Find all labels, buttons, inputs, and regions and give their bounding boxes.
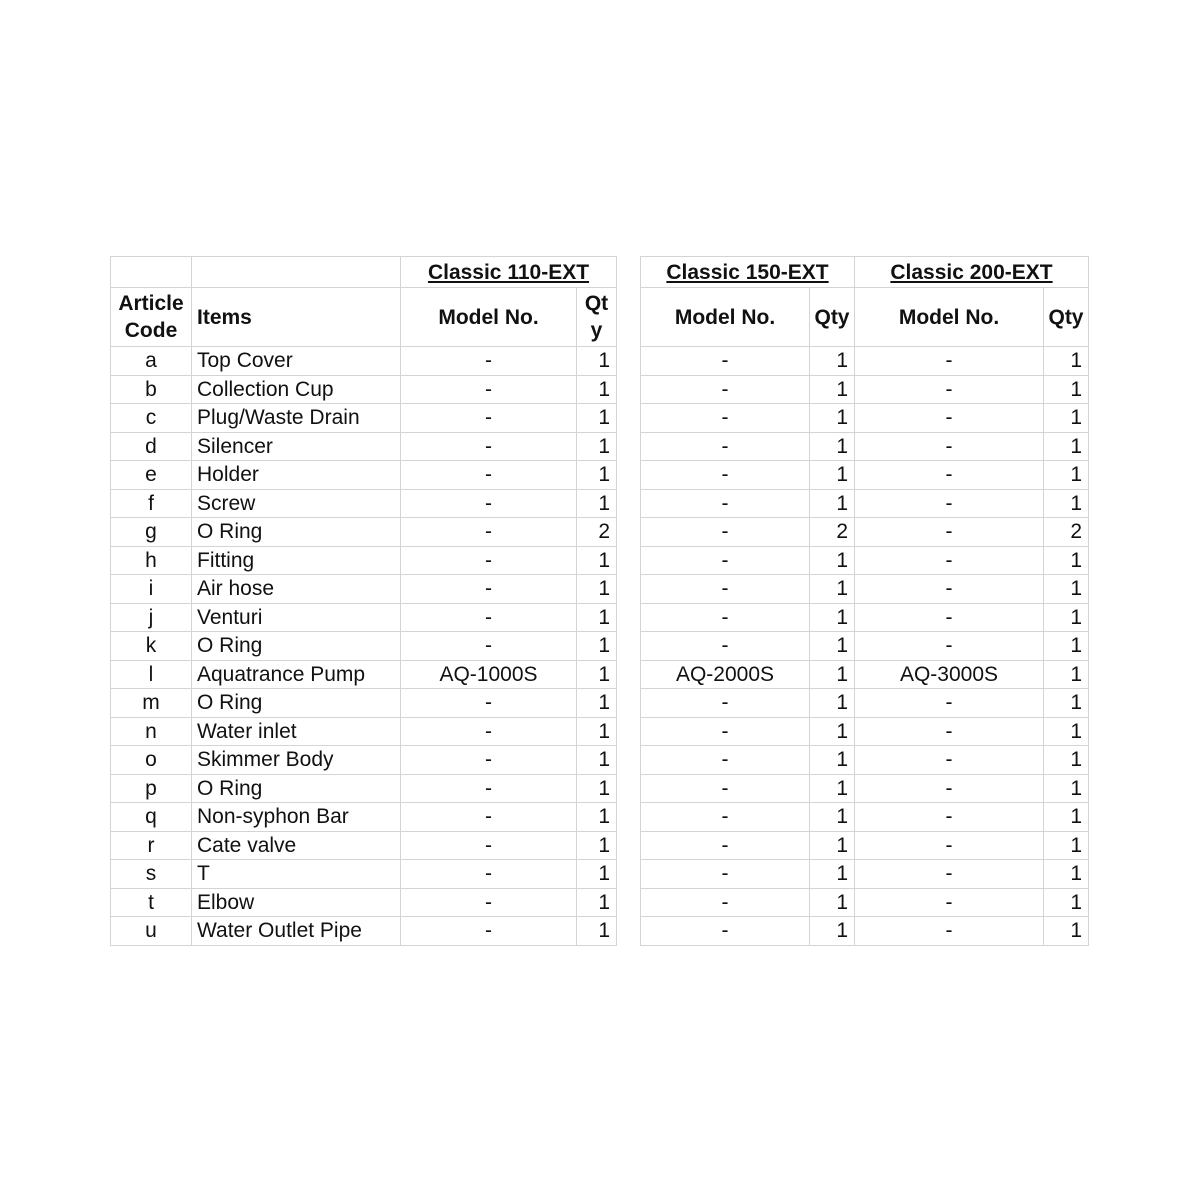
model-no-110-cell: -: [401, 632, 577, 661]
model-no-200-cell: -: [855, 404, 1044, 433]
qty-200-cell: 1: [1044, 347, 1089, 376]
qty-150-cell: 1: [810, 774, 855, 803]
header-qty-110: [577, 288, 617, 347]
model-no-110-cell: -: [401, 689, 577, 718]
item-name-cell: O Ring: [192, 774, 401, 803]
table-row: [111, 746, 1089, 775]
model-group-classic-110: Classic 110-EXT: [401, 257, 617, 288]
gap-cell: [617, 660, 641, 689]
qty-200-cell: 1: [1044, 803, 1089, 832]
item-name-cell: O Ring: [192, 518, 401, 547]
qty-200-cell: 1: [1044, 917, 1089, 946]
model-no-110-cell: -: [401, 461, 577, 490]
model-no-150-cell: -: [641, 518, 810, 547]
qty-150-cell: 1: [810, 831, 855, 860]
qty-200-cell: 1: [1044, 660, 1089, 689]
header-model-no-200: Model No.: [855, 288, 1044, 347]
model-no-150-cell: -: [641, 546, 810, 575]
model-no-200-cell: -: [855, 432, 1044, 461]
table-row: [111, 717, 1089, 746]
qty-110-cell: 1: [577, 831, 617, 860]
gap-cell: [617, 432, 641, 461]
gap-cell: [617, 461, 641, 490]
qty-150-cell: 1: [810, 404, 855, 433]
qty-110-cell: 1: [577, 632, 617, 661]
table-row: [111, 489, 1089, 518]
gap-cell: [617, 518, 641, 547]
header-article-code-line2: Code: [124, 319, 178, 342]
article-code-cell: u: [111, 917, 192, 946]
model-no-200-cell: -: [855, 831, 1044, 860]
model-no-110-cell: -: [401, 717, 577, 746]
header-article-code: [111, 288, 192, 347]
item-name-cell: Silencer: [192, 432, 401, 461]
table-row: [111, 888, 1089, 917]
qty-150-cell: 1: [810, 917, 855, 946]
table-row: [111, 660, 1089, 689]
model-no-200-cell: -: [855, 746, 1044, 775]
table-row: [111, 375, 1089, 404]
model-no-150-cell: -: [641, 375, 810, 404]
article-code-cell: a: [111, 347, 192, 376]
qty-150-cell: 1: [810, 375, 855, 404]
qty-150-cell: 1: [810, 347, 855, 376]
gap-cell: [617, 746, 641, 775]
header-items: Items: [192, 288, 401, 347]
table-row: [111, 575, 1089, 604]
model-no-150-cell: -: [641, 489, 810, 518]
qty-150-cell: 1: [810, 432, 855, 461]
qty-110-cell: 1: [577, 546, 617, 575]
qty-200-cell: 1: [1044, 603, 1089, 632]
model-no-110-cell: -: [401, 518, 577, 547]
model-no-200-cell: -: [855, 803, 1044, 832]
model-no-200-cell: -: [855, 489, 1044, 518]
qty-200-cell: 1: [1044, 689, 1089, 718]
header-model-no-150: Model No.: [641, 288, 810, 347]
model-no-200-cell: -: [855, 717, 1044, 746]
blank-cell: [192, 257, 401, 288]
item-name-cell: Water inlet: [192, 717, 401, 746]
qty-110-cell: 1: [577, 917, 617, 946]
blank-cell: [111, 257, 192, 288]
article-code-cell: k: [111, 632, 192, 661]
gap-cell: [617, 575, 641, 604]
table-row: [111, 917, 1089, 946]
column-header-row: [111, 288, 1089, 347]
model-no-200-cell: -: [855, 689, 1044, 718]
item-name-cell: Water Outlet Pipe: [192, 917, 401, 946]
article-code-cell: q: [111, 803, 192, 832]
model-no-150-cell: -: [641, 461, 810, 490]
model-no-110-cell: AQ-1000S: [401, 660, 577, 689]
header-qty-150: Qty: [810, 288, 855, 347]
item-name-cell: Elbow: [192, 888, 401, 917]
item-name-cell: O Ring: [192, 689, 401, 718]
header-qty-110-line2: y: [590, 319, 603, 342]
qty-110-cell: 1: [577, 888, 617, 917]
item-name-cell: Plug/Waste Drain: [192, 404, 401, 433]
qty-200-cell: 1: [1044, 404, 1089, 433]
model-no-200-cell: -: [855, 917, 1044, 946]
qty-110-cell: 1: [577, 432, 617, 461]
model-group-classic-200: Classic 200-EXT: [855, 257, 1089, 288]
model-no-200-cell: -: [855, 575, 1044, 604]
qty-110-cell: 1: [577, 689, 617, 718]
table-row: [111, 689, 1089, 718]
model-no-150-cell: -: [641, 917, 810, 946]
model-no-200-cell: -: [855, 375, 1044, 404]
model-group-row: [111, 257, 1089, 288]
item-name-cell: Aquatrance Pump: [192, 660, 401, 689]
gap-cell: [617, 375, 641, 404]
qty-150-cell: 1: [810, 603, 855, 632]
item-name-cell: Top Cover: [192, 347, 401, 376]
model-no-200-cell: -: [855, 860, 1044, 889]
gap-cell: [617, 632, 641, 661]
model-no-150-cell: -: [641, 888, 810, 917]
model-no-150-cell: -: [641, 860, 810, 889]
article-code-cell: d: [111, 432, 192, 461]
model-group-classic-150: Classic 150-EXT: [641, 257, 855, 288]
qty-200-cell: 1: [1044, 831, 1089, 860]
model-no-200-cell: -: [855, 774, 1044, 803]
model-no-200-cell: -: [855, 461, 1044, 490]
qty-150-cell: 1: [810, 803, 855, 832]
qty-110-cell: 1: [577, 803, 617, 832]
model-no-200-cell: AQ-3000S: [855, 660, 1044, 689]
gap-cell: [617, 288, 641, 347]
qty-150-cell: 1: [810, 489, 855, 518]
header-model-no-110: Model No.: [401, 288, 577, 347]
model-no-110-cell: -: [401, 774, 577, 803]
model-no-150-cell: -: [641, 575, 810, 604]
item-name-cell: Air hose: [192, 575, 401, 604]
article-code-cell: l: [111, 660, 192, 689]
table-row: [111, 404, 1089, 433]
table-row: [111, 774, 1089, 803]
item-name-cell: Cate valve: [192, 831, 401, 860]
model-no-200-cell: -: [855, 546, 1044, 575]
gap-cell: [617, 803, 641, 832]
item-name-cell: T: [192, 860, 401, 889]
qty-200-cell: 1: [1044, 546, 1089, 575]
qty-150-cell: 1: [810, 461, 855, 490]
article-code-cell: m: [111, 689, 192, 718]
table-row: [111, 831, 1089, 860]
table-row: [111, 803, 1089, 832]
article-code-cell: i: [111, 575, 192, 604]
article-code-cell: n: [111, 717, 192, 746]
qty-150-cell: 1: [810, 717, 855, 746]
gap-cell: [617, 717, 641, 746]
item-name-cell: Screw: [192, 489, 401, 518]
article-code-cell: s: [111, 860, 192, 889]
qty-150-cell: 1: [810, 689, 855, 718]
qty-110-cell: 1: [577, 461, 617, 490]
qty-150-cell: 1: [810, 575, 855, 604]
qty-200-cell: 1: [1044, 774, 1089, 803]
qty-150-cell: 1: [810, 546, 855, 575]
model-no-150-cell: -: [641, 831, 810, 860]
model-no-150-cell: -: [641, 717, 810, 746]
item-name-cell: Fitting: [192, 546, 401, 575]
qty-110-cell: 1: [577, 660, 617, 689]
model-no-150-cell: -: [641, 632, 810, 661]
item-name-cell: Skimmer Body: [192, 746, 401, 775]
gap-cell: [617, 404, 641, 433]
model-no-150-cell: -: [641, 603, 810, 632]
qty-110-cell: 1: [577, 774, 617, 803]
item-name-cell: Venturi: [192, 603, 401, 632]
item-name-cell: Holder: [192, 461, 401, 490]
article-code-cell: f: [111, 489, 192, 518]
article-code-cell: c: [111, 404, 192, 433]
model-no-150-cell: -: [641, 689, 810, 718]
qty-200-cell: 1: [1044, 375, 1089, 404]
gap-cell: [617, 888, 641, 917]
table-row: [111, 347, 1089, 376]
qty-110-cell: 1: [577, 860, 617, 889]
table-row: [111, 860, 1089, 889]
header-article-code-line1: Article: [118, 292, 184, 315]
model-no-200-cell: -: [855, 347, 1044, 376]
article-code-cell: j: [111, 603, 192, 632]
model-no-200-cell: -: [855, 518, 1044, 547]
gap-cell: [617, 546, 641, 575]
article-code-cell: p: [111, 774, 192, 803]
qty-200-cell: 1: [1044, 461, 1089, 490]
header-qty-110-line1: Qt: [584, 292, 609, 315]
model-no-110-cell: -: [401, 575, 577, 604]
qty-200-cell: 1: [1044, 746, 1089, 775]
model-no-110-cell: -: [401, 746, 577, 775]
model-no-110-cell: -: [401, 404, 577, 433]
model-no-150-cell: AQ-2000S: [641, 660, 810, 689]
model-no-110-cell: -: [401, 888, 577, 917]
model-no-150-cell: -: [641, 803, 810, 832]
qty-200-cell: 1: [1044, 717, 1089, 746]
qty-150-cell: 1: [810, 860, 855, 889]
model-no-150-cell: -: [641, 432, 810, 461]
model-no-110-cell: -: [401, 375, 577, 404]
model-no-110-cell: -: [401, 803, 577, 832]
model-no-150-cell: -: [641, 774, 810, 803]
model-no-110-cell: -: [401, 347, 577, 376]
model-no-200-cell: -: [855, 888, 1044, 917]
gap-cell: [617, 257, 641, 288]
qty-110-cell: 1: [577, 603, 617, 632]
model-no-110-cell: -: [401, 546, 577, 575]
qty-110-cell: 1: [577, 375, 617, 404]
article-code-cell: o: [111, 746, 192, 775]
article-code-cell: g: [111, 518, 192, 547]
qty-110-cell: 1: [577, 347, 617, 376]
model-no-150-cell: -: [641, 746, 810, 775]
gap-cell: [617, 860, 641, 889]
item-name-cell: Non-syphon Bar: [192, 803, 401, 832]
qty-200-cell: 1: [1044, 888, 1089, 917]
qty-200-cell: 2: [1044, 518, 1089, 547]
qty-200-cell: 1: [1044, 632, 1089, 661]
article-code-cell: h: [111, 546, 192, 575]
table-row: [111, 432, 1089, 461]
qty-200-cell: 1: [1044, 432, 1089, 461]
gap-cell: [617, 603, 641, 632]
qty-200-cell: 1: [1044, 489, 1089, 518]
article-code-cell: r: [111, 831, 192, 860]
article-code-cell: b: [111, 375, 192, 404]
gap-cell: [617, 831, 641, 860]
qty-150-cell: 1: [810, 660, 855, 689]
qty-110-cell: 1: [577, 575, 617, 604]
qty-200-cell: 1: [1044, 575, 1089, 604]
qty-150-cell: 1: [810, 746, 855, 775]
qty-110-cell: 1: [577, 746, 617, 775]
qty-110-cell: 1: [577, 404, 617, 433]
gap-cell: [617, 489, 641, 518]
model-no-150-cell: -: [641, 404, 810, 433]
model-no-110-cell: -: [401, 917, 577, 946]
parts-table: [110, 256, 1089, 946]
qty-150-cell: 1: [810, 888, 855, 917]
table-row: [111, 632, 1089, 661]
gap-cell: [617, 774, 641, 803]
model-no-150-cell: -: [641, 347, 810, 376]
model-no-110-cell: -: [401, 489, 577, 518]
model-no-110-cell: -: [401, 432, 577, 461]
table-row: [111, 461, 1089, 490]
qty-150-cell: 1: [810, 632, 855, 661]
item-name-cell: Collection Cup: [192, 375, 401, 404]
qty-110-cell: 2: [577, 518, 617, 547]
model-no-200-cell: -: [855, 632, 1044, 661]
model-no-110-cell: -: [401, 831, 577, 860]
model-no-200-cell: -: [855, 603, 1044, 632]
qty-200-cell: 1: [1044, 860, 1089, 889]
gap-cell: [617, 347, 641, 376]
table-row: [111, 546, 1089, 575]
gap-cell: [617, 689, 641, 718]
qty-110-cell: 1: [577, 489, 617, 518]
item-name-cell: O Ring: [192, 632, 401, 661]
article-code-cell: e: [111, 461, 192, 490]
gap-cell: [617, 917, 641, 946]
article-code-cell: t: [111, 888, 192, 917]
qty-150-cell: 2: [810, 518, 855, 547]
qty-110-cell: 1: [577, 717, 617, 746]
table-row: [111, 603, 1089, 632]
model-no-110-cell: -: [401, 603, 577, 632]
header-qty-200: Qty: [1044, 288, 1089, 347]
model-no-110-cell: -: [401, 860, 577, 889]
table-row: [111, 518, 1089, 547]
